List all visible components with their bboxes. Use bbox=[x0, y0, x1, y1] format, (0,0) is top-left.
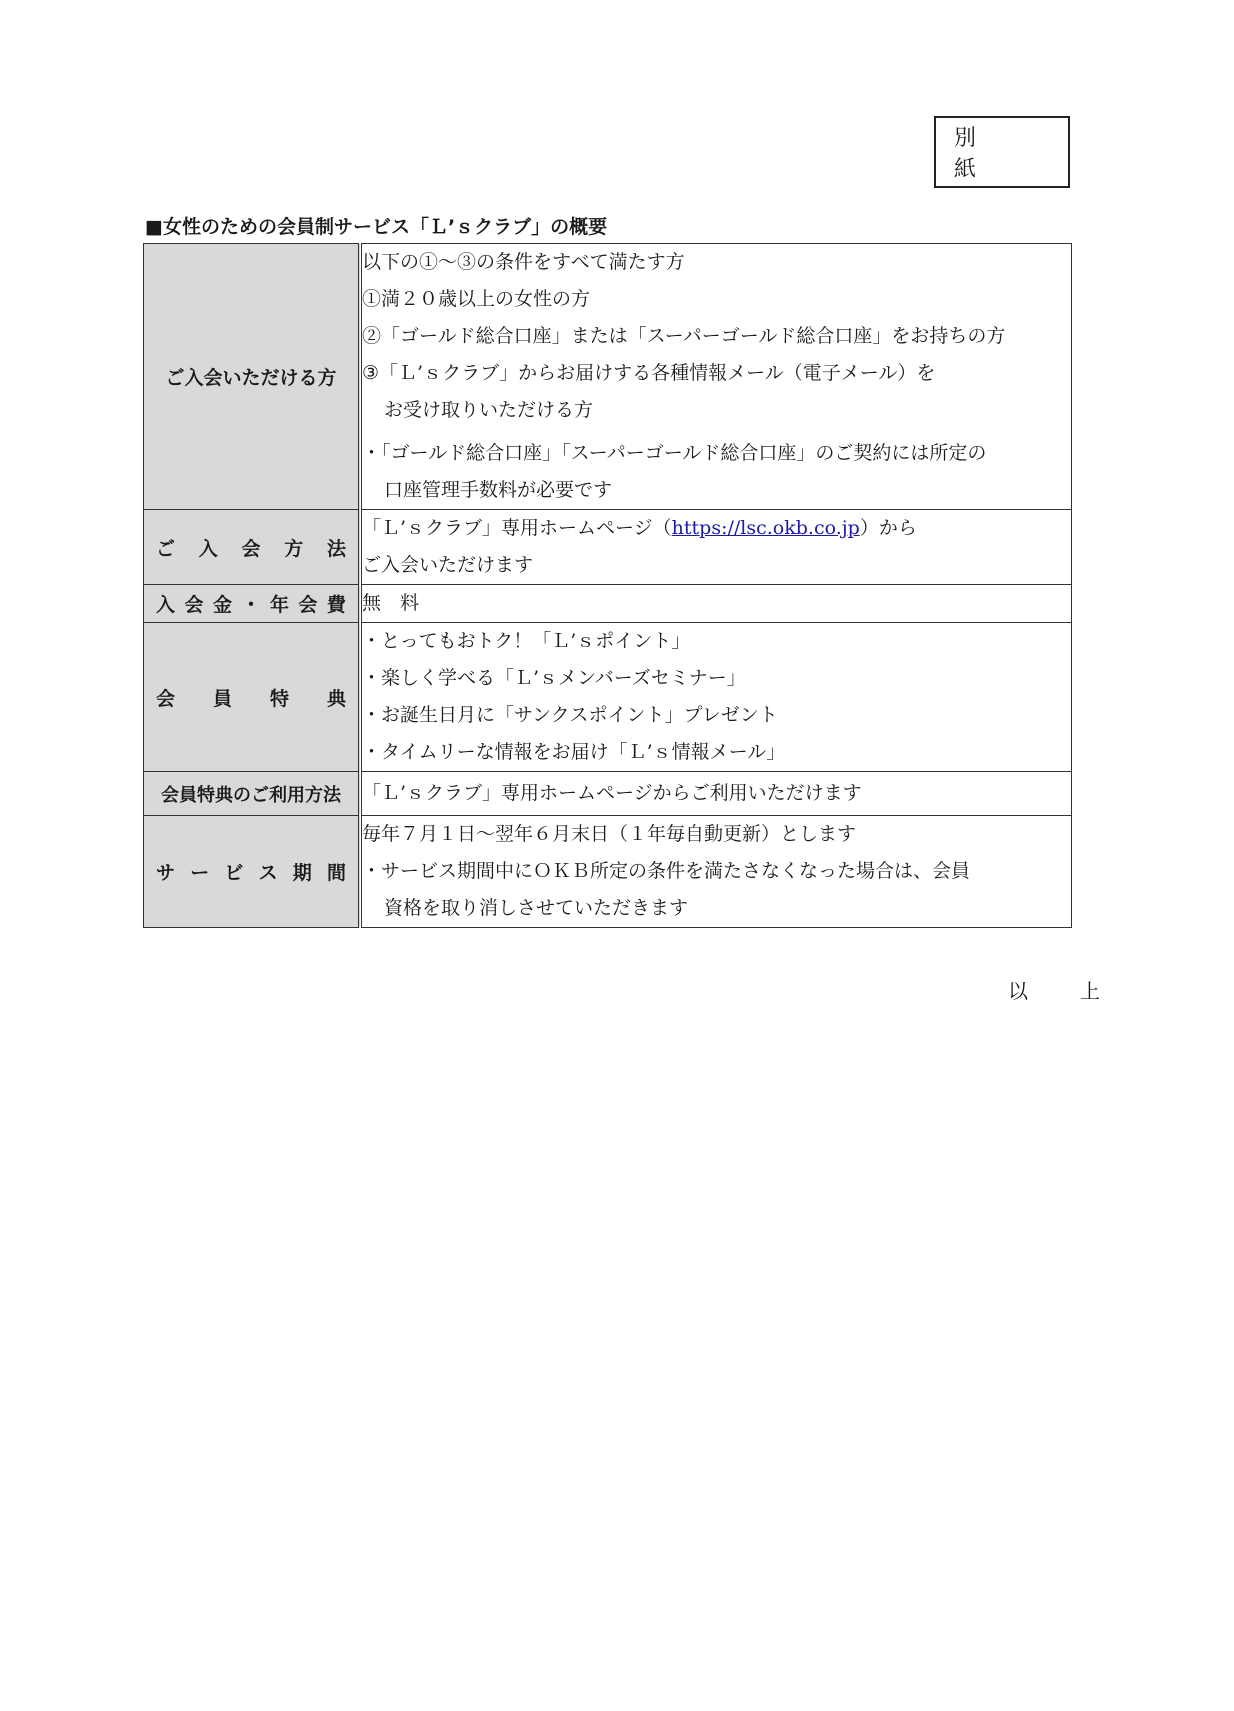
document-heading: ■女性のための会員制サービス「Ｌ’ｓクラブ」の概要 bbox=[145, 216, 608, 238]
eligibility-condition-1: ①満２０歳以上の女性の方 bbox=[362, 288, 591, 310]
label-char: 会 bbox=[298, 594, 318, 616]
label-char: 会 bbox=[241, 537, 261, 560]
eligibility-condition-3: ③「Ｌ’ｓクラブ」からお届けする各種情報メール（電子メール）を bbox=[362, 362, 936, 384]
row-label-fees bbox=[144, 585, 361, 623]
benefit-item: ・とってもおトク！「Ｌ’ｓポイント」 bbox=[362, 630, 691, 652]
label-char: 会 bbox=[156, 687, 176, 710]
table-row-eligibility bbox=[144, 244, 1072, 510]
service-period-note-cont: 資格を取り消しさせていただきます bbox=[384, 897, 689, 919]
row-label-join-method bbox=[144, 510, 361, 585]
row-label-benefits bbox=[144, 623, 361, 772]
row-label-service-period bbox=[144, 816, 361, 928]
label-char: 年 bbox=[269, 594, 289, 616]
eligibility-note: ・「ゴールド総合口座」「スーパーゴールド総合口座」のご契約には所定の bbox=[362, 442, 987, 464]
summary-table bbox=[143, 243, 1072, 928]
label-char: 間 bbox=[326, 862, 346, 884]
appendix-label: 別 紙 bbox=[954, 126, 1035, 182]
row-content-eligibility bbox=[360, 244, 1072, 510]
eligibility-condition-2: ②「ゴールド総合口座」または「スーパーゴールド総合口座」をお持ちの方 bbox=[362, 325, 1006, 347]
label-char: ・ bbox=[241, 594, 261, 616]
table-row-benefit-usage bbox=[144, 772, 1072, 816]
row-label-eligibility bbox=[144, 244, 361, 510]
table-row-benefits bbox=[144, 623, 1072, 772]
benefit-item: ・楽しく学べる「Ｌ’ｓメンバーズセミナー」 bbox=[362, 667, 746, 689]
table-row-join-method bbox=[144, 510, 1072, 585]
service-period-note: ・サービス期間中にＯＫＢ所定の条件を満たさなくなった場合は、会員 bbox=[362, 860, 971, 882]
label-char: 特 bbox=[269, 687, 289, 710]
table-row-service-period bbox=[144, 816, 1072, 928]
label-char: 法 bbox=[326, 537, 346, 560]
row-content-benefits bbox=[360, 623, 1072, 772]
row-content-join-method bbox=[360, 510, 1072, 585]
label-char: 入 bbox=[156, 594, 176, 616]
label-char: ご bbox=[156, 537, 176, 560]
label-char: 金 bbox=[212, 594, 232, 616]
label-char: ー bbox=[190, 862, 210, 884]
row-label-text: 会員特典のご利用方法 bbox=[161, 784, 341, 806]
label-char: 会 bbox=[184, 594, 204, 616]
label-char: サ bbox=[156, 862, 176, 884]
label-char: ビ bbox=[224, 862, 244, 884]
service-period-term: 毎年７月１日～翌年６月末日（１年毎自動更新）とします bbox=[362, 823, 857, 845]
eligibility-intro: 以下の①～③の条件をすべて満たす方 bbox=[362, 251, 685, 273]
join-method-suffix: ）から bbox=[859, 517, 917, 539]
label-char: 方 bbox=[284, 537, 304, 560]
row-content-benefit-usage bbox=[360, 772, 1072, 816]
join-method-prefix: 「Ｌ’ｓクラブ」専用ホームページ（ bbox=[362, 517, 672, 539]
row-content-fees bbox=[360, 585, 1072, 623]
label-char: 期 bbox=[292, 862, 312, 884]
label-char: 員 bbox=[212, 687, 232, 710]
benefit-item: ・タイムリーな情報をお届け「Ｌ’ｓ情報メール」 bbox=[362, 741, 786, 763]
benefit-usage-value: 「Ｌ’ｓクラブ」専用ホームページからご利用いただけます bbox=[362, 782, 862, 804]
join-method-line-2: ご入会いただけます bbox=[362, 554, 534, 576]
row-label-text: ご入会いただける方 bbox=[165, 367, 337, 389]
label-char: ス bbox=[258, 862, 278, 884]
label-char: 入 bbox=[198, 537, 218, 560]
appendix-label-box bbox=[934, 116, 1070, 188]
homepage-link[interactable]: https://lsc.okb.co.jp bbox=[671, 517, 860, 539]
fees-value: 無 料 bbox=[362, 592, 420, 614]
row-label-benefit-usage bbox=[144, 772, 361, 816]
benefit-item: ・お誕生日月に「サンクスポイント」プレゼント bbox=[362, 704, 778, 726]
closing-mark: 以 上 bbox=[1008, 979, 1116, 1003]
eligibility-note-cont: 口座管理手数料が必要です bbox=[384, 479, 613, 501]
join-method-line-1 bbox=[362, 510, 1071, 547]
label-char: 費 bbox=[326, 594, 346, 616]
eligibility-condition-3-cont: お受け取りいただける方 bbox=[384, 399, 594, 421]
table-row-fees bbox=[144, 585, 1072, 623]
row-content-service-period bbox=[360, 816, 1072, 928]
label-char: 典 bbox=[326, 687, 346, 710]
